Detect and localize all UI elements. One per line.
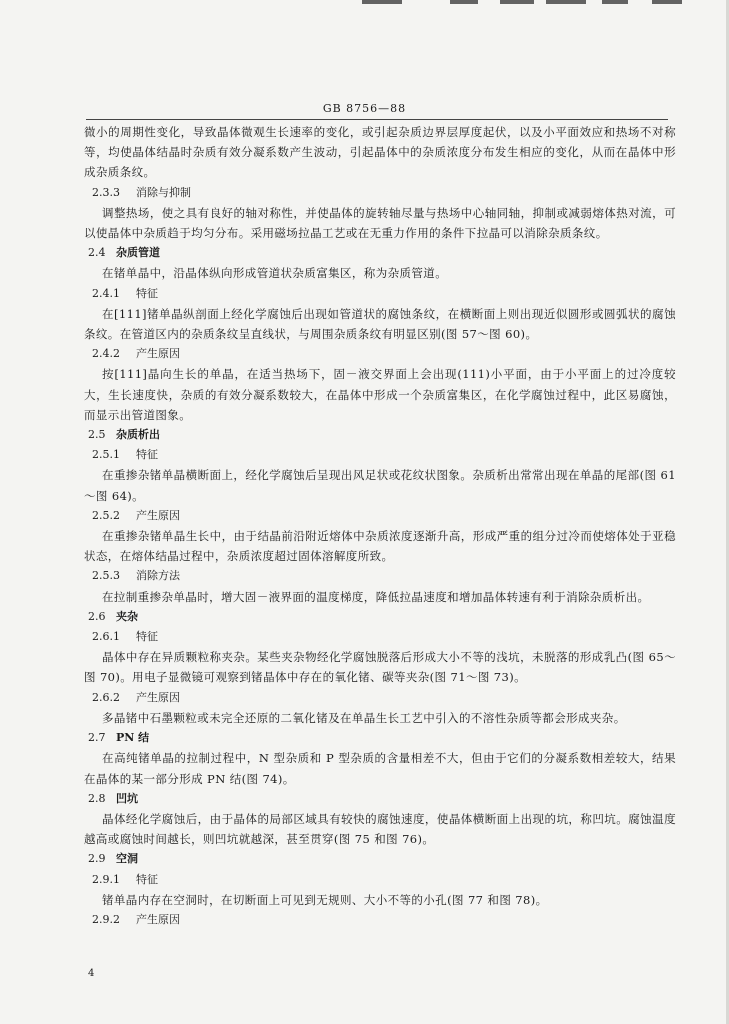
paragraph: 调整热场，使之具有良好的轴对称性，并使晶体的旋转轴尽量与热场中心轴同轴，抑制或减弱熔体热对流，可以使晶体中杂质趋于均匀分布。采用磁场拉晶工艺或在无重力作用的条件下拉晶可以消除杂质条纹。 xyxy=(84,205,676,241)
section-heading-2-5-3: 2.5.3 消除方法 xyxy=(92,569,180,583)
paragraph: 晶体经化学腐蚀后，由于晶体的局部区域具有较快的腐蚀速度，使晶体横断面上出现的坑，称凹坑。腐蚀温度越高或腐蚀时间越长，则凹坑就越深，甚至贯穿(图 75 和图 76)。 xyxy=(84,811,676,847)
section-heading-2-6-2: 2.6.2 产生原因 xyxy=(92,690,180,704)
paragraph: 在高纯锗单晶的拉制过程中，N 型杂质和 P 型杂质的含量相差不大，但由于它们的分凝系数相差较大，结果在晶体的某一部分形成 PN 结(图 74)。 xyxy=(84,751,676,786)
paragraph: 在锗单晶中，沿晶体纵向形成管道状杂质富集区，称为杂质管道。 xyxy=(102,266,448,281)
section-heading-2-5-2: 2.5.2 产生原因 xyxy=(92,508,180,522)
header-rule xyxy=(86,119,668,120)
section-heading-2-5: 2.5 杂质析出 xyxy=(88,428,160,442)
paragraph: 晶体中存在异质颗粒称夹杂。某些夹杂物经化学腐蚀脱落后形成大小不等的浅坑，未脱落的形成乳凸(图 65～图 70)。用电子显微镜可观察到锗晶体中存在的氧化锗、碳等夹杂(图 71～图 73)。 xyxy=(84,650,676,685)
section-heading-2-9: 2.9 空洞 xyxy=(88,852,138,866)
standard-code-header: GB 8756—88 xyxy=(322,102,407,115)
paragraph: 锗单晶内存在空洞时，在切断面上可见到无规则、大小不等的小孔(图 77 和图 78)。 xyxy=(102,892,548,907)
section-heading-2-9-2: 2.9.2 产生原因 xyxy=(92,912,180,926)
section-heading-2-9-1: 2.9.1 特征 xyxy=(92,872,158,886)
page-number: 4 xyxy=(88,968,95,979)
section-heading-2-8: 2.8 凹坑 xyxy=(88,791,138,805)
section-heading-2-3-3: 2.3.3 消除与抑制 xyxy=(92,185,191,199)
paragraph: 微小的周期性变化，导致晶体微观生长速率的变化，或引起杂质边界层厚度起伏，以及小平面效应和热场不对称等，均使晶体结晶时杂质有效分凝系数产生波动，引起晶体中的杂质浓度分布发生相应的变化，从而在晶体中形成杂质条纹。 xyxy=(84,125,676,180)
section-heading-2-4-1: 2.4.1 特征 xyxy=(92,286,158,300)
paragraph: 在[111]锗单晶纵剖面上经化学腐蚀后出现如管道状的腐蚀条纹，在横断面上则出现近似圆形或圆弧状的腐蚀条纹。在管道区内的杂质条纹呈直线状，与周围杂质条纹有明显区别(图 57～图 60)。 xyxy=(84,306,676,342)
paragraph: 在重掺杂锗单晶横断面上，经化学腐蚀后呈现出风足状或花纹状图象。杂质析出常常出现在单晶的尾部(图 61～图 64)。 xyxy=(84,468,676,503)
paragraph: 在拉制重掺杂单晶时，增大固－液界面的温度梯度，降低拉晶速度和增加晶体转速有利于消除杂质析出。 xyxy=(102,589,650,604)
section-heading-2-4-2: 2.4.2 产生原因 xyxy=(92,347,180,361)
paragraph: 按[111]晶向生长的单晶，在适当热场下，固－液交界面上会出现(111)小平面，由于小平面上的过冷度较大，生长速度快，杂质的有效分凝系数较大，在晶体中形成一个杂质富集区，在化学腐蚀过程中，此区易腐蚀，而显示出管道图象。 xyxy=(84,367,676,422)
section-heading-2-6: 2.6 夹杂 xyxy=(88,609,138,623)
document-body xyxy=(84,122,676,930)
section-heading-2-4: 2.4 杂质管道 xyxy=(88,246,160,260)
section-heading-2-5-1: 2.5.1 特征 xyxy=(92,448,158,462)
section-heading-2-7: 2.7 PN 结 xyxy=(88,731,150,745)
section-heading-2-6-1: 2.6.1 特征 xyxy=(92,630,158,644)
scan-top-marks xyxy=(0,0,729,14)
paragraph: 在重掺杂锗单晶生长中，由于结晶前沿附近熔体中杂质浓度逐渐升高，形成严重的组分过冷而使熔体处于亚稳状态，在熔体结晶过程中，杂质浓度超过固体溶解度所致。 xyxy=(84,529,676,564)
paragraph: 多晶锗中石墨颗粒或未完全还原的二氧化锗及在单晶生长工艺中引入的不溶性杂质等都会形成夹杂。 xyxy=(102,710,626,725)
